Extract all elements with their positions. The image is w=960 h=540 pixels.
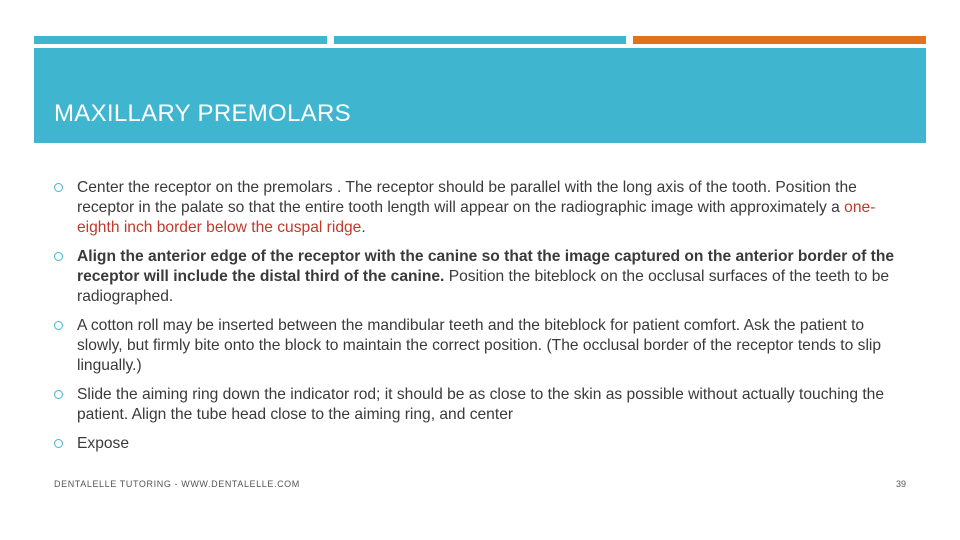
bullet-list	[52, 178, 912, 463]
top-accent-bar-3	[633, 36, 926, 44]
slide-title: MAXILLARY PREMOLARS	[54, 100, 351, 127]
hollow-circle-icon	[54, 183, 63, 192]
bullet-item	[52, 434, 912, 454]
bullet-text: Center the receptor on the premolars . The receptor should be parallel with the long axis of the tooth. Position the receptor in the palate so that the entire tooth length will appear on the radiographic image with approximately a	[77, 179, 857, 216]
footer-text: DENTALELLE TUTORING - WWW.DENTALELLE.COM	[54, 479, 300, 489]
bullet-item	[52, 178, 912, 238]
bullet-item	[52, 316, 912, 376]
top-accent-bar-2	[334, 36, 626, 44]
top-accent-bar-1	[34, 36, 327, 44]
bullet-text: Expose	[77, 435, 130, 452]
bullet-item	[52, 247, 912, 307]
bullet-text: Position the biteblock on the occlusal surfaces of the teeth to be radiographed.	[77, 268, 890, 305]
bullet-item	[52, 385, 912, 425]
bold-text: Align the anterior edge of the receptor with the canine so that the image captured on the anterior border of the receptor will include the distal third of the canine.	[77, 248, 895, 285]
title-banner	[34, 48, 926, 143]
hollow-circle-icon	[54, 321, 63, 330]
hollow-circle-icon	[54, 390, 63, 399]
hollow-circle-icon	[54, 439, 63, 448]
bullet-text: Slide the aiming ring down the indicator rod; it should be as close to the skin as possible without actually touching the patient. Align the tube head close to the aiming ring, and center	[77, 386, 885, 423]
bullet-text: A cotton roll may be inserted between the mandibular teeth and the biteblock for patient comfort. Ask the patient to slowly, but firmly bite onto the block to maintain the correct position. (The occlusal border of the receptor tends to slip lingually.)	[77, 317, 882, 374]
bullet-text-end: .	[361, 219, 366, 236]
page-number: 39	[895, 479, 906, 489]
hollow-circle-icon	[54, 252, 63, 261]
highlighted-text: one-eighth inch border below the cuspal ridge	[77, 199, 876, 236]
